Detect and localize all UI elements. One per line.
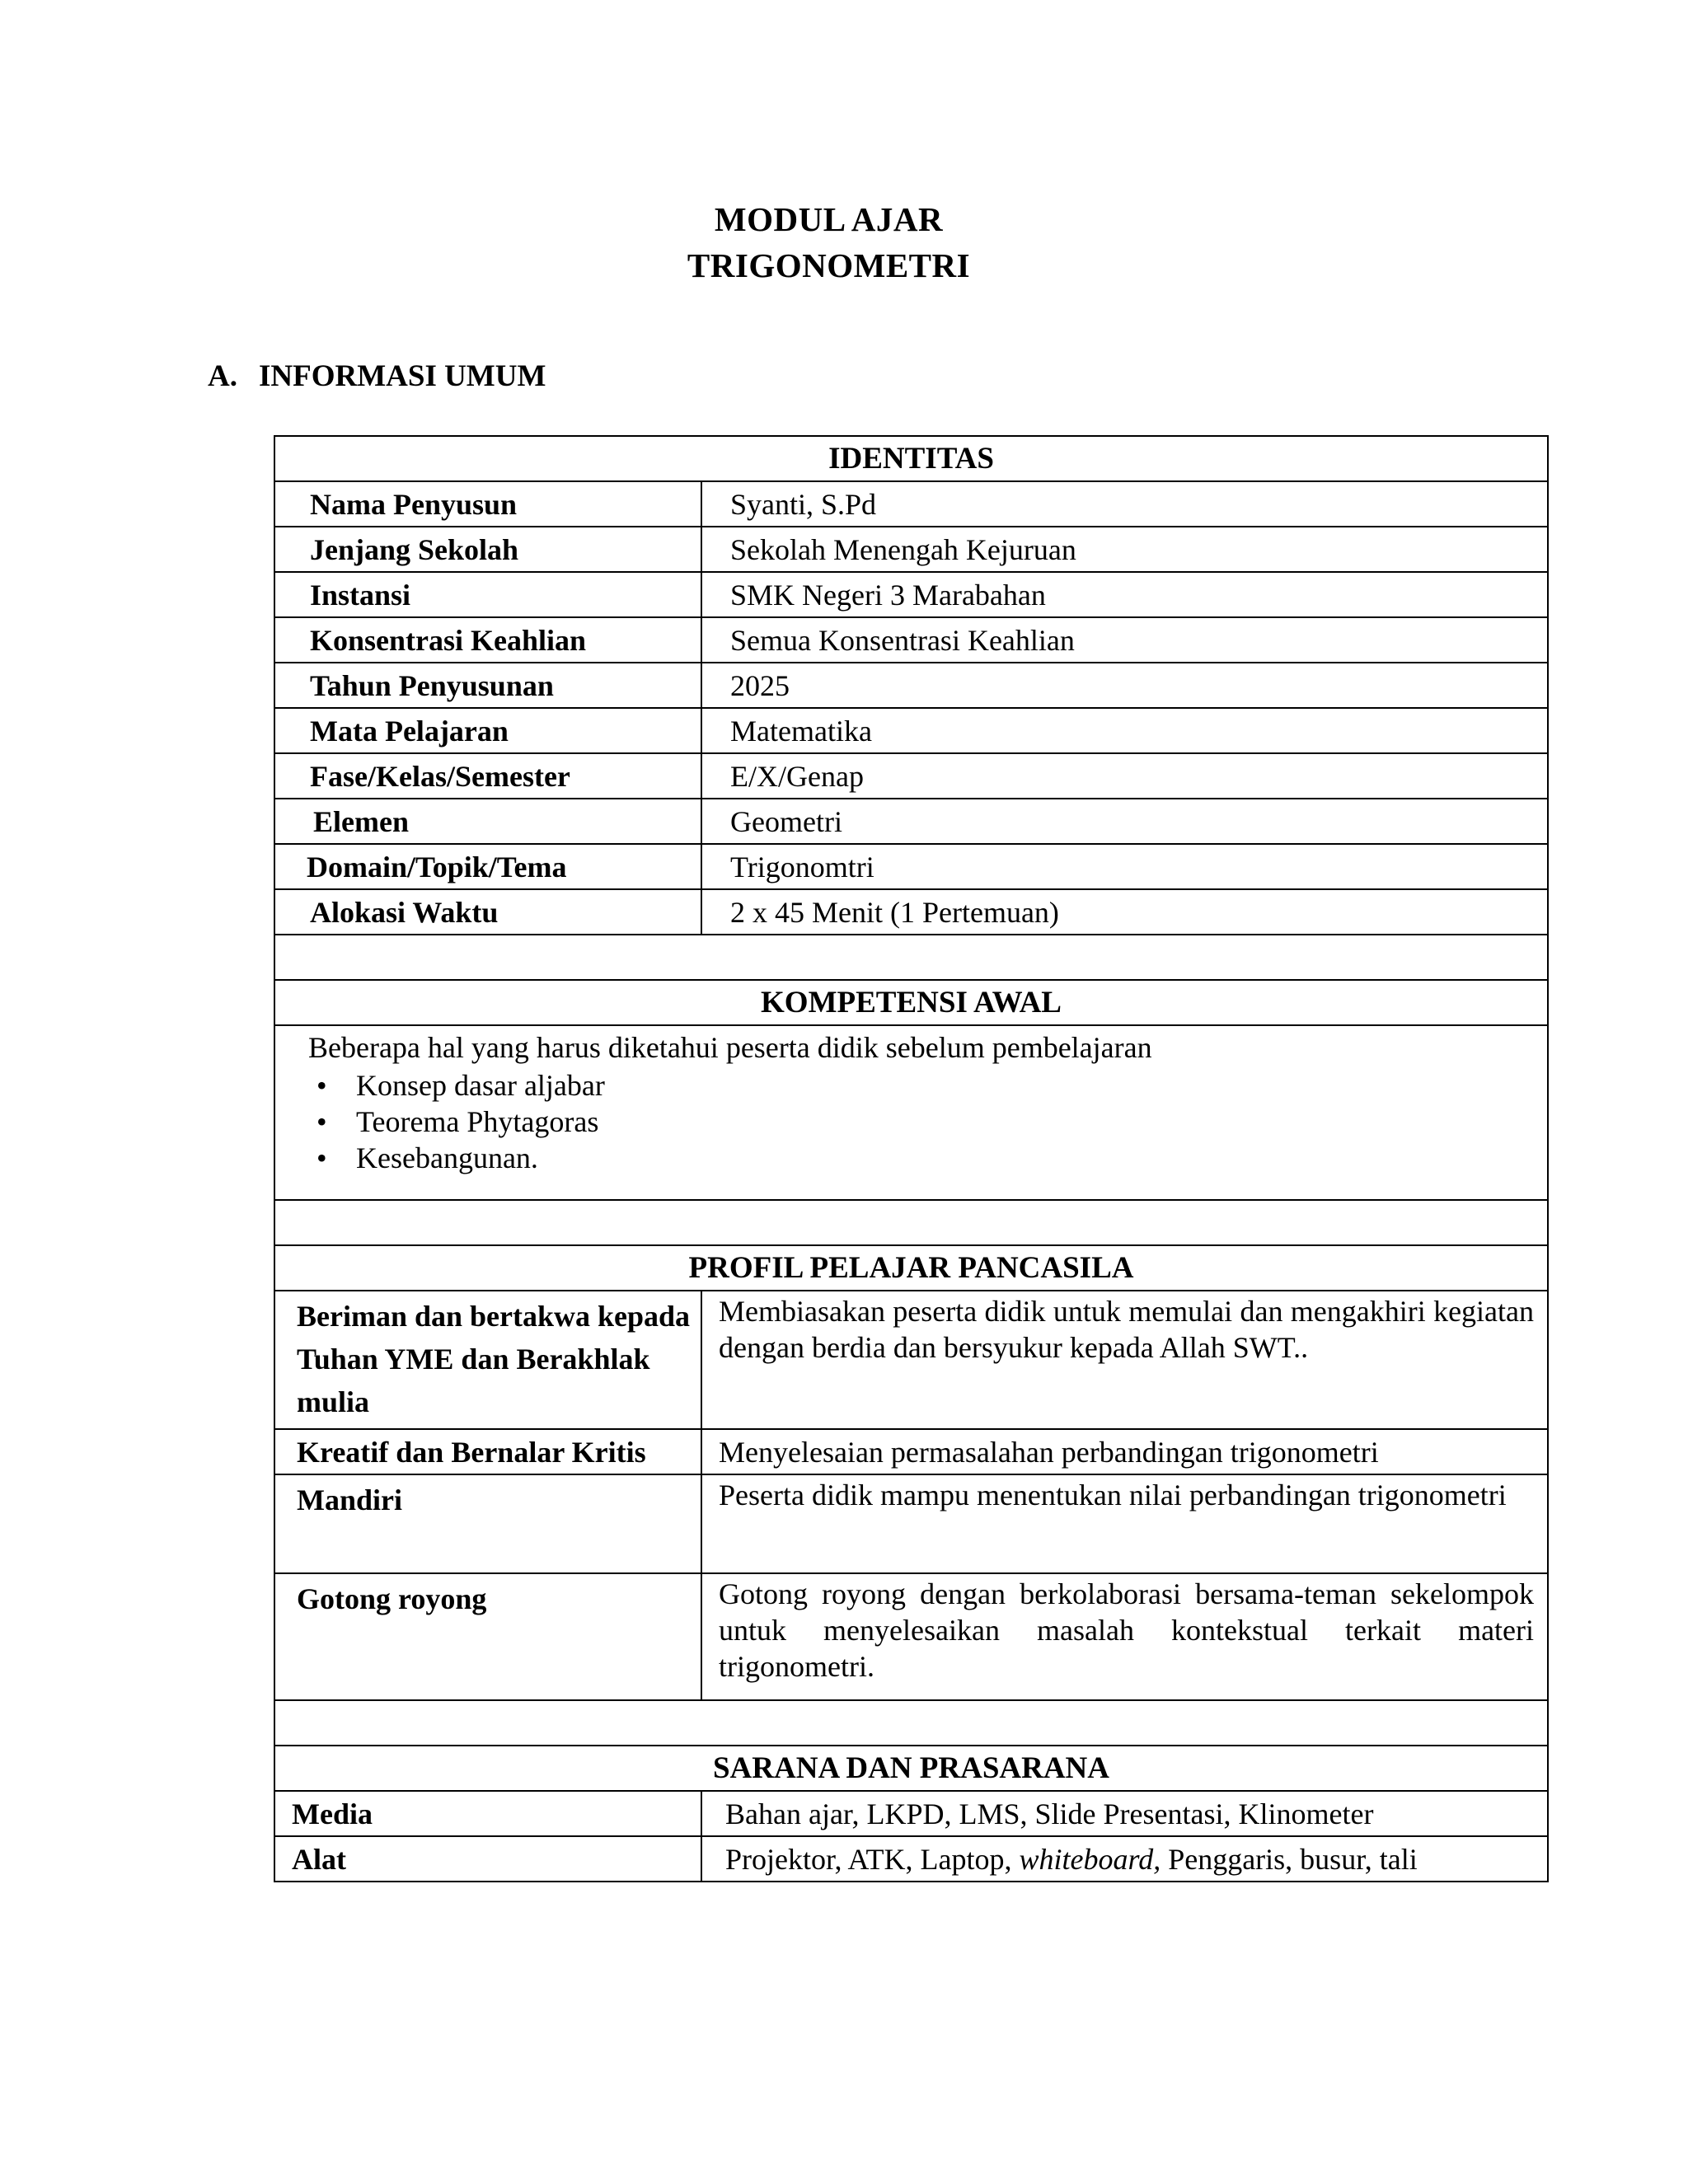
profil-label: Mandiri — [274, 1474, 701, 1573]
bullet-icon: • — [316, 1141, 327, 1174]
table-row — [274, 1573, 1548, 1700]
title-line-1: MODUL AJAR — [714, 200, 944, 238]
section-heading-informasi-umum — [208, 356, 546, 397]
table-row — [274, 753, 1548, 799]
identitas-label: Fase/Kelas/Semester — [274, 753, 701, 799]
identitas-label: Alokasi Waktu — [274, 889, 701, 935]
bullet-icon: • — [316, 1105, 327, 1138]
identitas-value: Matematika — [701, 708, 1548, 753]
table-row — [274, 708, 1548, 753]
identitas-value: Semua Konsentrasi Keahlian — [701, 617, 1548, 663]
alat-text-italic: whiteboard, — [1019, 1842, 1161, 1876]
identitas-value: 2 x 45 Menit (1 Pertemuan) — [701, 889, 1548, 935]
list-item-text: Kesebangunan. — [356, 1141, 538, 1174]
sarana-value — [701, 1836, 1548, 1882]
section-title: INFORMASI UMUM — [259, 359, 546, 393]
identitas-label: Jenjang Sekolah — [274, 527, 701, 572]
profil-value: Membiasakan peserta didik untuk memulai dan mengakhiri kegiatan dengan berdia dan bersyukur kepada Allah SWT.. — [701, 1291, 1548, 1429]
profil-value: Gotong royong dengan berkolaborasi bersama-teman sekelompok untuk menyelesaikan masalah kontekstual terkait materi trigonometri. — [701, 1573, 1548, 1700]
document-title — [0, 196, 1658, 288]
profil-header-row — [274, 1245, 1548, 1291]
empty-cell — [274, 1200, 1548, 1245]
spacer-row — [274, 935, 1548, 980]
profil-value: Menyelesaian permasalahan perbandingan trigonometri — [701, 1429, 1548, 1474]
identitas-label: Instansi — [274, 572, 701, 617]
table-row — [274, 572, 1548, 617]
empty-cell — [274, 1700, 1548, 1746]
table-row — [274, 663, 1548, 708]
kompetensi-content-row — [274, 1025, 1548, 1200]
list-item-text: Teorema Phytagoras — [356, 1105, 599, 1138]
table-row — [274, 617, 1548, 663]
spacer-row — [274, 1700, 1548, 1746]
list-item-text: Konsep dasar aljabar — [356, 1069, 605, 1102]
section-number: A. — [208, 359, 237, 393]
sarana-header: SARANA DAN PRASARANA — [274, 1746, 1548, 1791]
table-row — [274, 889, 1548, 935]
list-item — [316, 1140, 1539, 1176]
identitas-value: Trigonomtri — [701, 844, 1548, 889]
profil-label: Kreatif dan Bernalar Kritis — [274, 1429, 701, 1474]
table-row — [274, 1291, 1548, 1429]
profil-value: Peserta didik mampu menentukan nilai perbandingan trigonometri — [701, 1474, 1548, 1573]
identitas-label: Tahun Penyusunan — [274, 663, 701, 708]
profil-header: PROFIL PELAJAR PANCASILA — [274, 1245, 1548, 1291]
identitas-label: Konsentrasi Keahlian — [274, 617, 701, 663]
list-item — [316, 1104, 1539, 1140]
empty-cell — [274, 935, 1548, 980]
kompetensi-header-row — [274, 980, 1548, 1025]
table-row — [274, 527, 1548, 572]
table-row — [274, 799, 1548, 844]
identitas-value: SMK Negeri 3 Marabahan — [701, 572, 1548, 617]
kompetensi-header: KOMPETENSI AWAL — [274, 980, 1548, 1025]
alat-text-1: Projektor, ATK, Laptop, — [725, 1842, 1020, 1876]
identitas-value: Syanti, S.Pd — [701, 481, 1548, 527]
list-item — [316, 1067, 1539, 1104]
table-row — [274, 1791, 1548, 1836]
sarana-label: Media — [274, 1791, 701, 1836]
table-row — [274, 844, 1548, 889]
identitas-value: Geometri — [701, 799, 1548, 844]
table-row — [274, 1474, 1548, 1573]
identitas-label: Elemen — [274, 799, 701, 844]
table-row — [274, 1836, 1548, 1882]
spacer-row — [274, 1200, 1548, 1245]
table-row — [274, 481, 1548, 527]
identitas-value: Sekolah Menengah Kejuruan — [701, 527, 1548, 572]
identitas-value: E/X/Genap — [701, 753, 1548, 799]
table-row — [274, 1429, 1548, 1474]
identitas-label: Mata Pelajaran — [274, 708, 701, 753]
identitas-header-row — [274, 436, 1548, 481]
kompetensi-intro: Beberapa hal yang harus diketahui peserta didik sebelum pembelajaran — [308, 1031, 1152, 1064]
profil-label: Beriman dan bertakwa kepada Tuhan YME dan Berakhlak mulia — [274, 1291, 701, 1429]
identitas-header: IDENTITAS — [274, 436, 1548, 481]
profil-label: Gotong royong — [274, 1573, 701, 1700]
kompetensi-content — [274, 1025, 1548, 1200]
sarana-value: Bahan ajar, LKPD, LMS, Slide Presentasi, Klinometer — [701, 1791, 1548, 1836]
sarana-header-row — [274, 1746, 1548, 1791]
kompetensi-list — [308, 1067, 1539, 1176]
identitas-label: Nama Penyusun — [274, 481, 701, 527]
alat-text-2: Penggaris, busur, tali — [1160, 1842, 1418, 1876]
identitas-value: 2025 — [701, 663, 1548, 708]
identitas-label: Domain/Topik/Tema — [274, 844, 701, 889]
sarana-label: Alat — [274, 1836, 701, 1882]
bullet-icon: • — [316, 1069, 327, 1102]
informasi-umum-table — [274, 435, 1549, 1882]
title-line-2: TRIGONOMETRI — [687, 246, 971, 284]
